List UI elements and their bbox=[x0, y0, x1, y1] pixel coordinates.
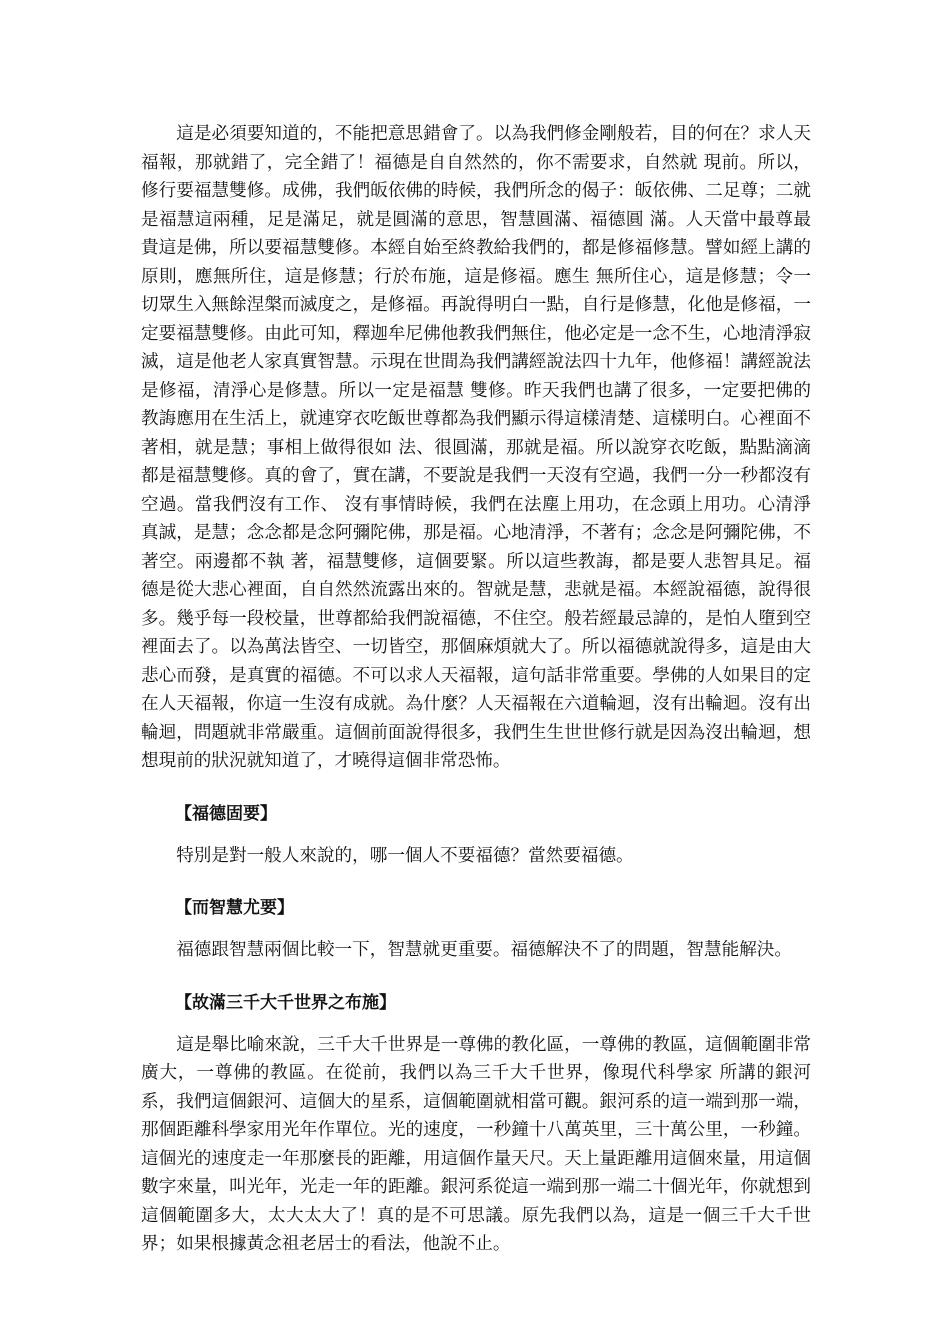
heading-great-chiliocosm-giving: 【故滿三千大千世界之布施】 bbox=[175, 992, 396, 1013]
paragraph-merit: 特別是對一般人來說的，哪一個人不要福德？當然要福德。 bbox=[176, 845, 634, 866]
paragraph-chiliocosm: 這是舉比喻來說，三千大千世界是一尊佛的教化區，一尊佛的教區，這個範圍非常廣大，一尊佛的教區。在從前，我們以為三千大千世界，像現代科學家 所講的銀河系，我們這個銀河、這個大的星系，這個範圍就相當可觀。銀河系的這一端到那一端，那個距離科學家用光年作單位。光的速度，一秒鐘十八萬英里，三十萬公里，一秒鐘。這個光的速度走一年那麼長的距離，用這個作量天尺。天上量距離用這個來量，用這個數字來量，叫光年，光走一年的距離。銀河系從這一端到那一端二十個光年，你就想到這個範圍多大，太大太大了！真的是不可思議。原先我們以為，這是一個三千大千世界；如果根據黃念祖老居士的看法，他說不止。 bbox=[141, 1034, 811, 1254]
paragraph-intro: 這是必須要知道的，不能把意思錯會了。以為我們修金剛般若，目的何在？求人天福報，那就錯了，完全錯了！福德是自自然然的，你不需要求，自然就 現前。所以，修行要福慧雙修。成佛，我們皈依佛的時候，我們所念的偈子：皈依佛、二足尊；二就是福慧這兩種，足是滿足，就是圓滿的意思，智慧圓滿、福德圓 滿。人天當中最尊最貴這是佛，所以要福慧雙修。本經自始至終教給我們的，都是修福修慧。譬如經上講的原則，應無所住，這是修慧；行於布施，這是修福。應生 無所住心，這是修慧；令一切眾生入無餘涅槃而滅度之，是修福。再說得明白一點，自行是修慧，化他是修福，一定要福慧雙修。由此可知，釋迦牟尼佛他教我們無住，他必定是一念不生，心地清淨寂滅，這是他老人家真實智慧。示現在世間為我們講經說法四十九年，他修福！講經說法是修福，清淨心是修慧。所以一定是福慧 雙修。昨天我們也講了很多，一定要把佛的教誨應用在生活上，就連穿衣吃飯世尊都為我們顯示得這樣清楚、這樣明白。心裡面不著相，就是慧；事相上做得很如 法、很圓滿，那就是福。所以說穿衣吃飯，點點滴滴都是福慧雙修。真的會了，實在講，不要說是我們一天沒有空過，我們一分一秒都沒有空過。當我們沒有工作、 沒有事情時候，我們在法塵上用功，在念頭上用功。心清淨真誠，是慧；念念都是念阿彌陀佛，那是福。心地清淨，不著有；念念是阿彌陀佛，不著空。兩邊都不執 著，福慧雙修，這個要緊。所以這些教誨，都是要人悲智具足。福德是從大悲心裡面，自自然然流露出來的。智就是慧，悲就是福。本經說福德，說得很多。幾乎每一段校量，世尊都給我們說福德，不住空。般若經最忌諱的，是怕人墮到空裡面去了。以為萬法皆空、一切皆空，那個麻煩就大了。所以福德就說得多，這是由大悲心而發，是真實的福德。不可以求人天福報，這句話非常重要。學佛的人如果目的定在人天福報，你這一生沒有成就。為什麼？人天福報在六道輪迴，沒有出輪迴。沒有出輪迴，問題就非常嚴重。這個前面說得很多，我們生生世世修行就是因為沒出輪迴，想想現前的狀況就知道了，才曉得這個非常恐怖。 bbox=[141, 124, 811, 771]
paragraph-wisdom: 福德跟智慧兩個比較一下，智慧就更重要。福德解決不了的問題，智慧能解決。 bbox=[176, 940, 792, 960]
heading-merit-important: 【福德固要】 bbox=[175, 803, 277, 824]
heading-wisdom-more-important: 【而智慧尤要】 bbox=[175, 898, 294, 918]
document-page bbox=[141, 120, 811, 1259]
